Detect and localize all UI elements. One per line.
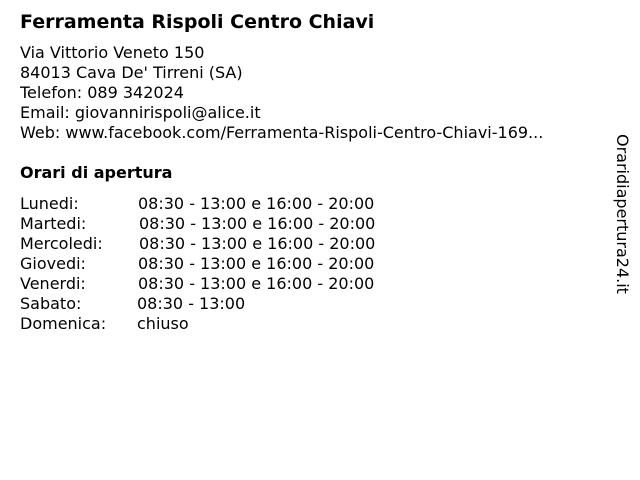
time-value: 08:30 - 13:00 e 16:00 - 20:00 — [138, 274, 375, 293]
time-value: 08:30 - 13:00 e 16:00 - 20:00 — [139, 214, 376, 233]
hours-row-tuesday — [20, 214, 440, 234]
opening-hours-table — [20, 194, 440, 334]
address-street: Via Vittorio Veneto 150 — [20, 43, 205, 62]
time-value: chiuso — [137, 314, 189, 333]
time-value: 08:30 - 13:00 e 16:00 - 20:00 — [139, 234, 376, 253]
day-label: Lunedi: — [20, 194, 79, 213]
time-value: 08:30 - 13:00 e 16:00 - 20:00 — [138, 254, 375, 273]
phone-text[interactable]: Telefon: 089 342024 — [20, 83, 184, 102]
day-label: Venerdi: — [20, 274, 86, 293]
time-value: 08:30 - 13:00 e 16:00 - 20:00 — [138, 194, 375, 213]
day-label: Sabato: — [20, 294, 82, 313]
day-label: Domenica: — [20, 314, 107, 333]
site-watermark-label: Oraridiapertura24.it — [613, 134, 632, 294]
address-city: 84013 Cava De' Tirreni (SA) — [20, 63, 243, 82]
email-link[interactable]: Email: giovannirispoli@alice.it — [20, 103, 261, 122]
day-label: Martedi: — [20, 214, 87, 233]
hours-row-wednesday — [20, 234, 440, 254]
business-name: Ferramenta Rispoli Centro Chiavi — [20, 11, 375, 33]
hours-row-saturday — [20, 294, 440, 314]
day-label: Mercoledi: — [20, 234, 103, 253]
time-value: 08:30 - 13:00 — [137, 294, 246, 313]
hours-row-thursday — [20, 254, 440, 274]
hours-row-friday — [20, 274, 440, 294]
website-link[interactable]: Web: www.facebook.com/Ferramenta-Rispoli-Centro-Chiavi-169... — [20, 123, 544, 142]
business-info — [20, 43, 605, 143]
opening-hours-heading: Orari di apertura — [20, 163, 173, 182]
hours-row-monday — [20, 194, 440, 214]
day-label: Giovedi: — [20, 254, 86, 273]
hours-row-sunday — [20, 314, 440, 334]
